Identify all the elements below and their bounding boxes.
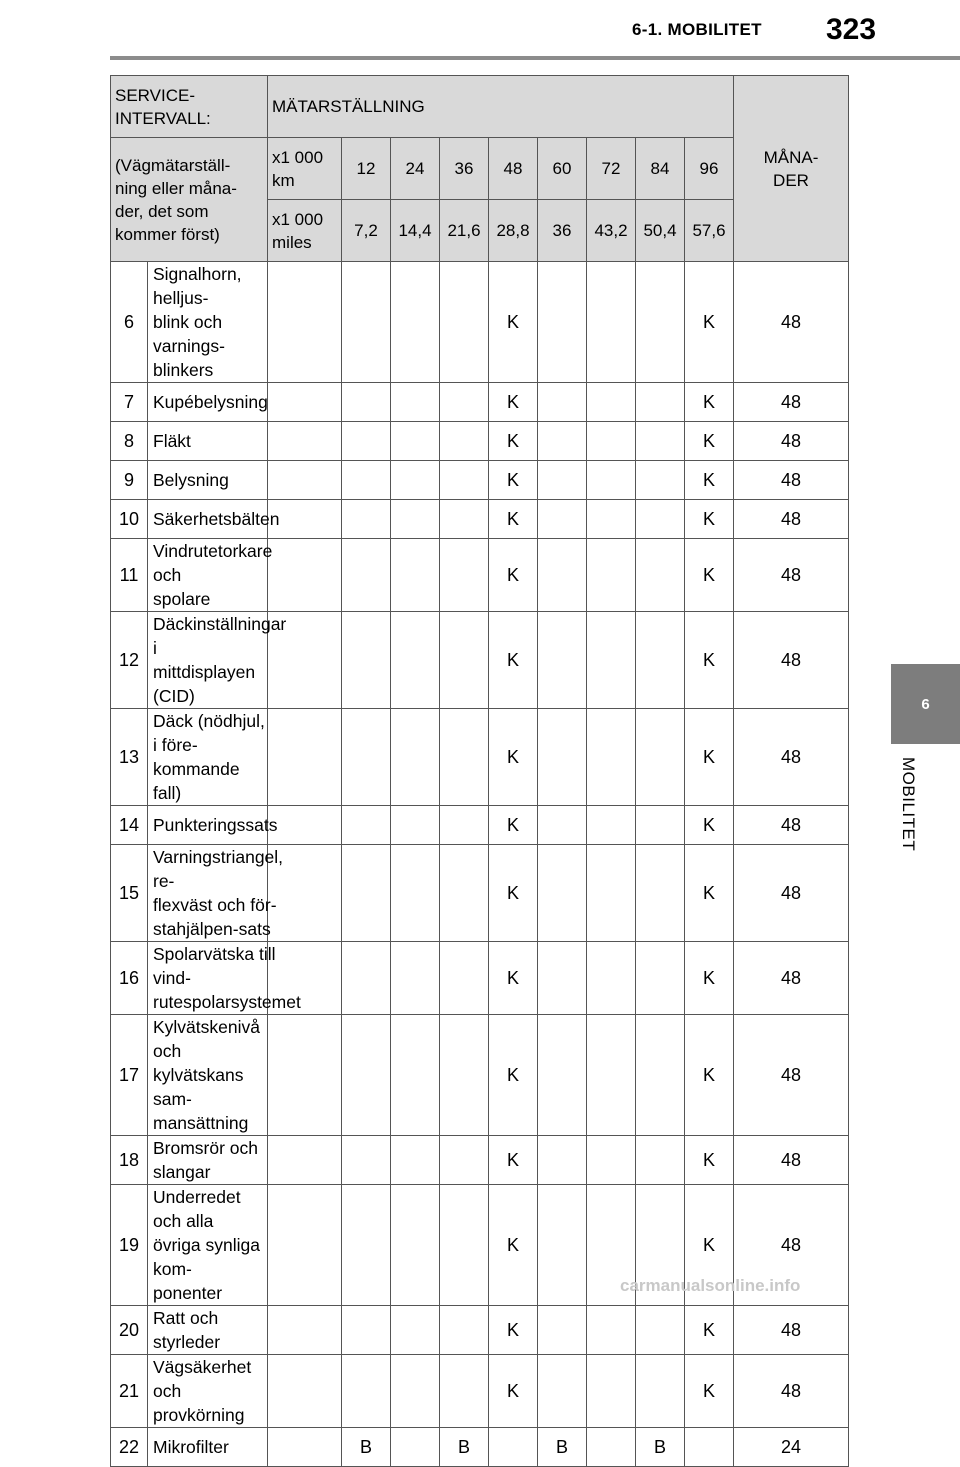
schedule-cell [587, 422, 636, 461]
condition-note: (Vägmätarställ- ning eller måna- der, det som kommer först) [111, 138, 268, 262]
row-item: Spolarvätska till vind- rutespolarsystemet [153, 944, 301, 1012]
schedule-cell [636, 806, 685, 845]
service-interval-label: SERVICE- INTERVALL: [111, 76, 268, 138]
schedule-cell: K [489, 422, 538, 461]
schedule-cell [440, 262, 489, 383]
schedule-cell [391, 1185, 440, 1306]
schedule-cell [538, 1185, 587, 1306]
miles-value: 14,4 [391, 200, 440, 262]
schedule-cell [587, 942, 636, 1015]
chapter-label: MOBILITET [899, 757, 918, 852]
schedule-cell [268, 262, 342, 383]
schedule-cell [440, 539, 489, 612]
schedule-cell [538, 1355, 587, 1428]
schedule-cell [587, 1428, 636, 1467]
schedule-cell [538, 262, 587, 383]
maintenance-schedule-table [110, 75, 849, 1467]
schedule-cell: B [538, 1428, 587, 1467]
schedule-cell: K [685, 942, 734, 1015]
row-number: 11 [111, 539, 148, 611]
schedule-cell [342, 539, 391, 612]
schedule-cell [440, 1136, 489, 1185]
schedule-cell [391, 942, 440, 1015]
schedule-cell [440, 806, 489, 845]
row-item: Belysning [153, 470, 229, 490]
schedule-cell [636, 1306, 685, 1355]
row-months: 48 [734, 806, 849, 845]
schedule-cell [440, 500, 489, 539]
row-item: Kylvätskenivå och kylvätskans sam- mansättning [153, 1017, 260, 1133]
schedule-cell: K [685, 806, 734, 845]
row-item: Däckinställningar i mittdisplayen (CID) [153, 614, 287, 706]
row-item: Säkerhetsbälten [153, 509, 280, 529]
schedule-cell [636, 422, 685, 461]
schedule-cell [268, 806, 342, 845]
km-unit: x1 000 km [268, 138, 342, 200]
schedule-cell: K [685, 262, 734, 383]
schedule-cell [391, 1355, 440, 1428]
table-row [111, 422, 849, 461]
schedule-cell [391, 461, 440, 500]
row-item: Vägsäkerhet och provkörning [153, 1357, 252, 1425]
schedule-cell [268, 1136, 342, 1185]
schedule-cell [268, 1306, 342, 1355]
row-number: 10 [111, 500, 148, 538]
schedule-cell: K [685, 845, 734, 942]
row-label-cell [111, 845, 284, 942]
row-label-cell [111, 262, 268, 383]
schedule-cell [587, 461, 636, 500]
schedule-cell [587, 806, 636, 845]
row-months: 24 [734, 1428, 849, 1467]
schedule-cell [391, 262, 440, 383]
schedule-cell [538, 500, 587, 539]
km-value: 84 [636, 138, 685, 200]
schedule-cell [636, 709, 685, 806]
schedule-cell [440, 422, 489, 461]
row-label-cell [111, 422, 268, 461]
miles-unit: x1 000 miles [268, 200, 342, 262]
row-months: 48 [734, 709, 849, 806]
table-row [111, 500, 849, 539]
schedule-cell [391, 612, 440, 709]
schedule-cell: K [489, 806, 538, 845]
row-label-cell [111, 461, 268, 500]
schedule-cell [342, 1136, 391, 1185]
row-number: 15 [111, 845, 148, 941]
row-number: 9 [111, 461, 148, 499]
schedule-cell [587, 612, 636, 709]
row-months: 48 [734, 1136, 849, 1185]
row-months: 48 [734, 1355, 849, 1428]
schedule-cell [636, 500, 685, 539]
schedule-cell [538, 539, 587, 612]
schedule-cell [391, 845, 440, 942]
schedule-cell [587, 709, 636, 806]
schedule-cell: K [489, 262, 538, 383]
chapter-number: 6 [921, 695, 930, 713]
schedule-cell [440, 942, 489, 1015]
schedule-cell [587, 383, 636, 422]
schedule-cell [636, 1355, 685, 1428]
row-months: 48 [734, 383, 849, 422]
schedule-cell [391, 709, 440, 806]
schedule-cell [636, 612, 685, 709]
schedule-cell [440, 1355, 489, 1428]
row-label-cell [111, 612, 287, 709]
table-row [111, 1306, 849, 1355]
schedule-cell: K [489, 845, 538, 942]
row-item: Signalhorn, helljus- blink och varnings- blinkers [153, 264, 242, 380]
table-row [111, 845, 849, 942]
schedule-cell: K [685, 539, 734, 612]
table-row [111, 461, 849, 500]
schedule-cell [268, 1015, 342, 1136]
schedule-cell [391, 1428, 440, 1467]
schedule-cell [342, 709, 391, 806]
km-value: 48 [489, 138, 538, 200]
row-number: 21 [111, 1355, 148, 1427]
schedule-cell: K [489, 1015, 538, 1136]
schedule-cell: K [685, 1015, 734, 1136]
schedule-cell [587, 262, 636, 383]
schedule-cell: K [489, 383, 538, 422]
row-label-cell [111, 1428, 268, 1467]
row-months: 48 [734, 845, 849, 942]
row-months: 48 [734, 422, 849, 461]
schedule-cell: K [685, 500, 734, 539]
schedule-cell [636, 942, 685, 1015]
row-label-cell [111, 1355, 268, 1428]
schedule-cell: K [489, 539, 538, 612]
miles-value: 7,2 [342, 200, 391, 262]
table-row [111, 383, 849, 422]
schedule-cell: K [489, 709, 538, 806]
schedule-cell [636, 262, 685, 383]
schedule-cell [440, 709, 489, 806]
schedule-cell [268, 383, 342, 422]
row-item: Bromsrör och slangar [153, 1138, 259, 1182]
row-months: 48 [734, 1015, 849, 1136]
schedule-cell [538, 709, 587, 806]
table-row [111, 942, 849, 1015]
row-label-cell [111, 1306, 268, 1355]
row-item: Underredet och alla övriga synliga kom- ponenter [153, 1187, 260, 1303]
schedule-cell [587, 539, 636, 612]
table-row [111, 1355, 849, 1428]
schedule-cell: B [440, 1428, 489, 1467]
row-number: 18 [111, 1136, 148, 1184]
schedule-cell: K [489, 942, 538, 1015]
schedule-cell [342, 942, 391, 1015]
schedule-cell [342, 500, 391, 539]
schedule-cell [636, 539, 685, 612]
schedule-cell [636, 461, 685, 500]
schedule-cell [342, 383, 391, 422]
row-item: Varningstriangel, re- flexväst och för- stahjälpen-sats [153, 847, 284, 939]
page-number: 323 [826, 13, 877, 46]
schedule-cell [391, 1015, 440, 1136]
row-months: 48 [734, 612, 849, 709]
schedule-cell [342, 461, 391, 500]
schedule-cell [538, 1306, 587, 1355]
schedule-cell [587, 1015, 636, 1136]
row-item: Fläkt [153, 431, 191, 451]
row-item: Däck (nödhjul, i före- kommande fall) [153, 711, 265, 803]
schedule-cell [342, 612, 391, 709]
schedule-cell [538, 1015, 587, 1136]
schedule-cell [342, 806, 391, 845]
schedule-cell [391, 500, 440, 539]
schedule-cell [391, 539, 440, 612]
schedule-cell [587, 1355, 636, 1428]
row-number: 8 [111, 422, 148, 460]
schedule-cell [685, 1428, 734, 1467]
schedule-cell [440, 383, 489, 422]
km-value: 60 [538, 138, 587, 200]
row-label-cell [111, 1015, 268, 1136]
km-value: 72 [587, 138, 636, 200]
schedule-cell [538, 383, 587, 422]
row-label-cell [111, 539, 273, 612]
schedule-cell [440, 461, 489, 500]
row-number: 16 [111, 942, 148, 1014]
schedule-cell [587, 500, 636, 539]
schedule-cell: K [489, 500, 538, 539]
table-row [111, 709, 849, 806]
watermark: carmanualsonline.info [620, 1276, 801, 1295]
row-label-cell [111, 500, 280, 539]
row-label-cell [111, 383, 268, 422]
schedule-cell [538, 422, 587, 461]
schedule-cell [440, 1306, 489, 1355]
schedule-cell: K [489, 1136, 538, 1185]
row-label-cell [111, 1136, 268, 1185]
row-months: 48 [734, 539, 849, 612]
schedule-cell [342, 1355, 391, 1428]
schedule-cell: K [685, 422, 734, 461]
schedule-cell [391, 806, 440, 845]
row-item: Ratt och styrleder [153, 1308, 221, 1352]
months-label: MÅNA- DER [734, 76, 849, 262]
schedule-cell [342, 422, 391, 461]
schedule-cell: K [489, 612, 538, 709]
row-item: Kupébelysning [153, 392, 268, 412]
table-row [111, 1428, 849, 1467]
row-item: Mikrofilter [153, 1437, 229, 1457]
schedule-cell [440, 612, 489, 709]
schedule-cell [538, 461, 587, 500]
schedule-cell [636, 845, 685, 942]
miles-value: 36 [538, 200, 587, 262]
km-value: 96 [685, 138, 734, 200]
km-value: 12 [342, 138, 391, 200]
schedule-cell: B [636, 1428, 685, 1467]
schedule-cell [342, 1015, 391, 1136]
row-number: 13 [111, 709, 148, 805]
row-number: 6 [111, 262, 148, 382]
km-value: 24 [391, 138, 440, 200]
schedule-cell [440, 1185, 489, 1306]
row-item: Punkteringssats [153, 815, 278, 835]
schedule-cell: K [685, 709, 734, 806]
chapter-tab[interactable] [891, 664, 960, 744]
schedule-cell: K [685, 383, 734, 422]
schedule-cell [538, 612, 587, 709]
schedule-cell [268, 539, 342, 612]
table-row [111, 262, 849, 383]
schedule-cell [268, 1185, 342, 1306]
table-row [111, 612, 849, 709]
row-number: 17 [111, 1015, 148, 1135]
schedule-cell [391, 1136, 440, 1185]
row-item: Vindrutetorkare och spolare [153, 541, 273, 609]
row-label-cell [111, 942, 301, 1015]
km-value: 36 [440, 138, 489, 200]
table-row [111, 539, 849, 612]
row-label-cell [111, 709, 268, 806]
schedule-cell [440, 1015, 489, 1136]
schedule-cell [587, 1306, 636, 1355]
schedule-cell [440, 845, 489, 942]
schedule-cell [268, 1428, 342, 1467]
schedule-cell: K [685, 612, 734, 709]
row-months: 48 [734, 461, 849, 500]
row-months: 48 [734, 1185, 849, 1306]
schedule-cell [391, 1306, 440, 1355]
section-title: 6-1. MOBILITET [632, 20, 762, 39]
row-months: 48 [734, 1306, 849, 1355]
schedule-cell: K [489, 461, 538, 500]
schedule-cell [342, 845, 391, 942]
row-number: 22 [111, 1428, 148, 1466]
schedule-cell [636, 383, 685, 422]
row-number: 12 [111, 612, 148, 708]
schedule-cell [538, 806, 587, 845]
schedule-cell: K [489, 1306, 538, 1355]
schedule-cell: K [685, 1355, 734, 1428]
schedule-cell [538, 1136, 587, 1185]
table-row [111, 1015, 849, 1136]
schedule-cell: B [342, 1428, 391, 1467]
schedule-cell: K [489, 1185, 538, 1306]
schedule-cell [636, 1136, 685, 1185]
table-row [111, 1136, 849, 1185]
row-months: 48 [734, 262, 849, 383]
header-rule [110, 56, 960, 60]
schedule-cell [391, 422, 440, 461]
schedule-cell: K [685, 1185, 734, 1306]
row-months: 48 [734, 500, 849, 539]
schedule-cell [268, 461, 342, 500]
schedule-cell: K [489, 1355, 538, 1428]
miles-value: 28,8 [489, 200, 538, 262]
schedule-cell [538, 845, 587, 942]
miles-value: 43,2 [587, 200, 636, 262]
miles-value: 50,4 [636, 200, 685, 262]
schedule-cell [636, 1015, 685, 1136]
row-number: 20 [111, 1306, 148, 1354]
row-number: 14 [111, 806, 148, 844]
schedule-cell: K [685, 1136, 734, 1185]
odometer-label: MÄTARSTÄLLNING [268, 76, 734, 138]
schedule-cell [538, 942, 587, 1015]
miles-value: 57,6 [685, 200, 734, 262]
schedule-cell [268, 709, 342, 806]
schedule-cell [342, 262, 391, 383]
schedule-cell [268, 1355, 342, 1428]
schedule-cell [268, 422, 342, 461]
schedule-cell: K [685, 1306, 734, 1355]
schedule-cell [342, 1306, 391, 1355]
row-number: 7 [111, 383, 148, 421]
schedule-cell: K [685, 461, 734, 500]
schedule-cell [342, 1185, 391, 1306]
row-label-cell [111, 806, 278, 845]
schedule-cell [587, 845, 636, 942]
row-label-cell [111, 1185, 268, 1306]
row-number: 19 [111, 1185, 148, 1305]
miles-value: 21,6 [440, 200, 489, 262]
schedule-cell [587, 1136, 636, 1185]
schedule-cell [489, 1428, 538, 1467]
table-row [111, 806, 849, 845]
row-months: 48 [734, 942, 849, 1015]
schedule-cell [391, 383, 440, 422]
